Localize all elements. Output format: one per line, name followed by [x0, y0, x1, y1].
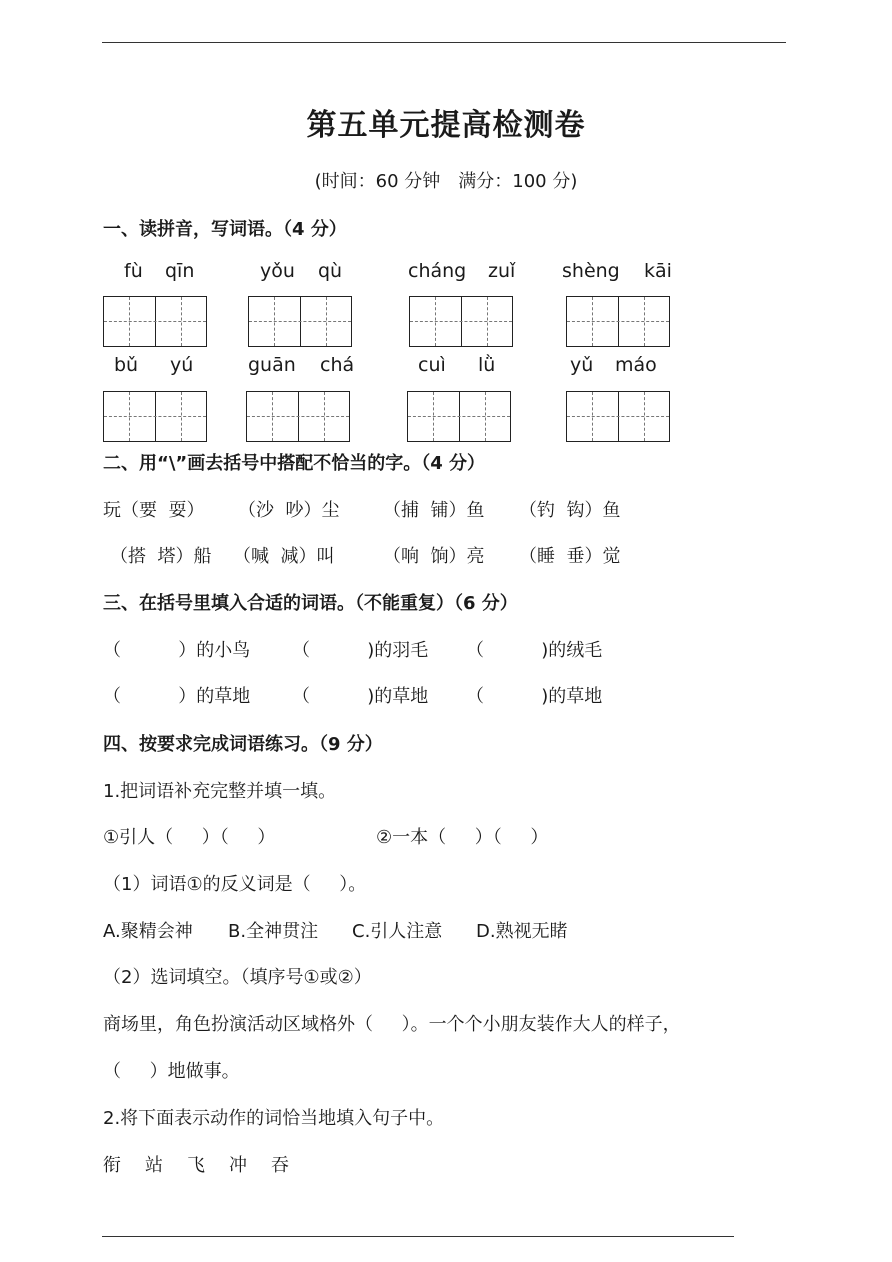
pinyin-label: yú: [170, 354, 194, 376]
choice-group: （钓 钩）鱼: [519, 500, 621, 521]
option-c: C.引人注意: [352, 921, 443, 942]
choice-group: （捕 铺）鱼: [383, 500, 485, 521]
pinyin-label: qīn: [165, 260, 195, 282]
section-2-heading: 二、用“\”画去括号中搭配不恰当的字。（4 分）: [103, 453, 486, 474]
section-1-heading: 一、读拼音，写词语。（4 分）: [103, 219, 347, 240]
section-3-heading: 三、在括号里填入合适的词语。（不能重复）（6 分）: [103, 593, 518, 614]
action-word: 飞: [187, 1155, 205, 1176]
fill-blank-item[interactable]: （ ）的小鸟: [103, 640, 251, 661]
tianzige-box[interactable]: [566, 296, 670, 347]
pinyin-label: chá: [320, 354, 355, 376]
choice-group: （喊 减）叫: [233, 546, 335, 567]
tianzige-box[interactable]: [566, 391, 670, 442]
pinyin-label: máo: [615, 354, 657, 376]
action-word: 站: [145, 1155, 163, 1176]
question-1: 1.把词语补充完整并填一填。: [103, 781, 337, 802]
pinyin-label: kāi: [644, 260, 672, 282]
action-word: 冲: [229, 1155, 247, 1176]
pinyin-label: yǔ: [570, 354, 594, 376]
section-4-heading: 四、按要求完成词语练习。（9 分）: [103, 734, 383, 755]
option-b: B.全神贯注: [228, 921, 319, 942]
fill-blank-item[interactable]: （ ）的草地: [103, 686, 251, 707]
pinyin-label: qù: [318, 260, 343, 282]
sub-question-1: （1）词语①的反义词是（ ）。: [103, 874, 367, 895]
tianzige-box[interactable]: [407, 391, 511, 442]
fill-blank-item[interactable]: （ )的草地: [466, 686, 603, 707]
pinyin-label: bǔ: [114, 354, 139, 376]
choice-group: 玩（要 耍）: [103, 500, 205, 521]
pinyin-label: shèng: [562, 260, 620, 282]
top-rule: [102, 42, 786, 43]
sentence-line: （ ）地做事。: [103, 1061, 240, 1082]
sub-question-2: （2）选词填空。（填序号①或②）: [103, 967, 372, 988]
pinyin-label: cuì: [418, 354, 446, 376]
page-title: 第五单元提高检测卷: [306, 108, 586, 143]
page-subtitle: (时间：60 分钟 满分：100 分): [314, 171, 578, 192]
pinyin-label: yǒu: [260, 260, 295, 282]
fill-blank-item[interactable]: （ )的羽毛: [292, 640, 429, 661]
tianzige-box[interactable]: [246, 391, 350, 442]
pinyin-label: guān: [248, 354, 296, 376]
pinyin-label: cháng: [408, 260, 467, 282]
fill-blank-item[interactable]: （ )的绒毛: [466, 640, 603, 661]
pinyin-label: zuǐ: [488, 260, 516, 282]
idiom-blank[interactable]: ①引人（ ）（ ）: [103, 827, 276, 848]
pinyin-label: fù: [124, 260, 143, 282]
fill-blank-item[interactable]: （ )的草地: [292, 686, 429, 707]
option-a: A.聚精会神: [103, 921, 193, 942]
action-word: 吞: [271, 1155, 289, 1176]
choice-group: （沙 吵）尘: [238, 500, 340, 521]
choice-group: （搭 塔）船: [110, 546, 212, 567]
choice-group: （响 饷）亮: [383, 546, 485, 567]
tianzige-box[interactable]: [248, 296, 352, 347]
question-2: 2.将下面表示动作的词恰当地填入句子中。: [103, 1108, 445, 1129]
pinyin-label: lǜ: [478, 354, 496, 376]
tianzige-box[interactable]: [409, 296, 513, 347]
bottom-rule: [102, 1236, 734, 1237]
choice-group: （睡 垂）觉: [519, 546, 621, 567]
option-d: D.熟视无睹: [476, 921, 568, 942]
action-word: 衔: [103, 1155, 121, 1176]
idiom-blank[interactable]: ②一本（ ）（ ）: [376, 827, 549, 848]
tianzige-box[interactable]: [103, 296, 207, 347]
tianzige-box[interactable]: [103, 391, 207, 442]
sentence-line: 商场里，角色扮演活动区域格外（ ）。一个个小朋友装作大人的样子，: [103, 1014, 681, 1035]
